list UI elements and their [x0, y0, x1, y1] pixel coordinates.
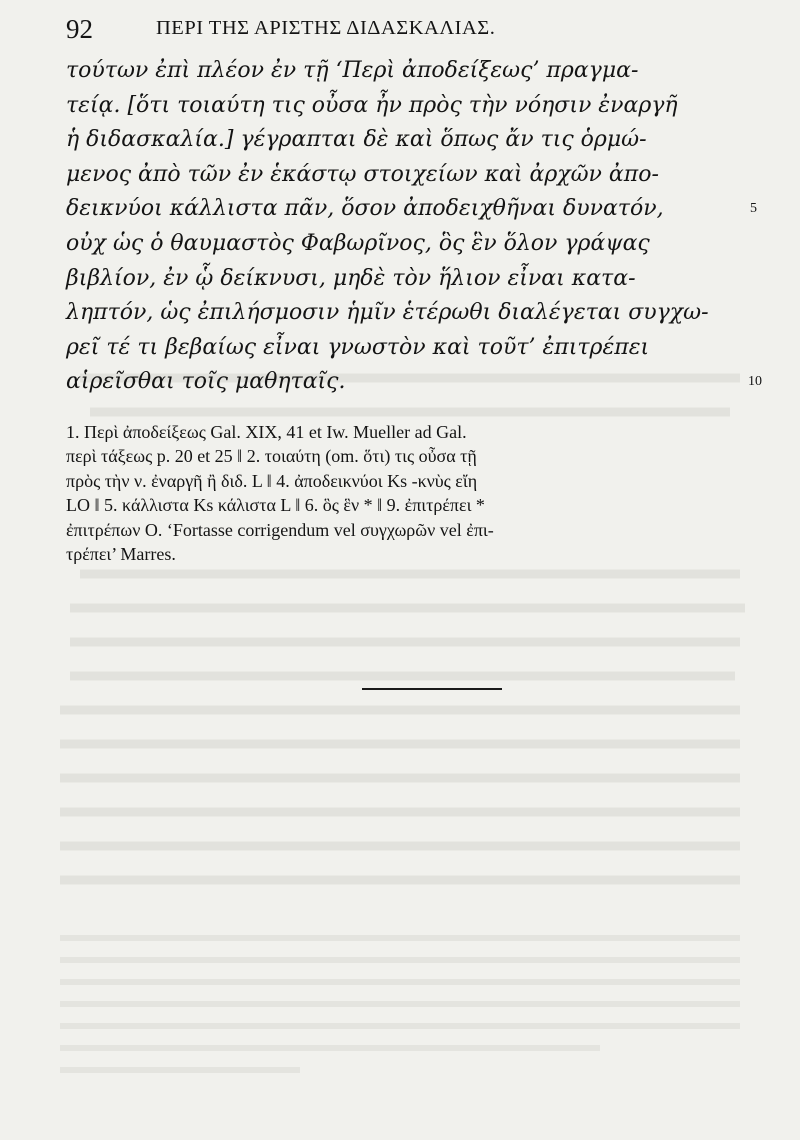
text-line [66, 54, 740, 89]
apparatus-line: ἐπιτρέπων O. ‘Fortasse corrigendum vel συγχωρῶν vel ἐπι- [66, 519, 494, 540]
section-divider-rule [362, 688, 502, 690]
text-line-content: ληπτόν, ὡς ἐπιλήσμοσιν ἡμῖν ἑτέρωθι διαλέγεται συγχω- [66, 300, 709, 326]
apparatus-line: τρέπει’ Marres. [66, 543, 176, 564]
text-line [66, 123, 740, 158]
text-line-content: δεικνύοι κάλλιστα πᾶν, ὅσον ἀποδειχθῆναι δυνατόν, [66, 196, 664, 222]
running-head: ΠΕΡΙ ΤΗΣ ΑΡΙΣΤΗΣ ΔΙΔΑΣΚΑΛΙΑΣ. [156, 17, 496, 39]
text-line-content: ρεῖ τέ τι βεβαίως εἶναι γνωστὸν καὶ τοῦτ’ ἐπιτρέπει [66, 334, 650, 360]
apparatus-line: LO ‖ 5. κάλλιστα Ks κάλιστα L ‖ 6. ὃς ἓν * ‖ 9. ἐπιτρέπει * [66, 495, 485, 516]
text-line [66, 365, 762, 400]
text-line-content: βιβλίον, ἐν ᾧ δείκνυσι, μηδὲ τὸν ἥλιον εἶναι κατα- [66, 265, 636, 291]
page-header [66, 14, 740, 48]
text-line [66, 227, 740, 262]
text-line [66, 262, 740, 297]
text-line [66, 89, 740, 124]
text-line-content: οὐχ ὡς ὁ θαυμαστὸς Φαβωρῖνος, ὃς ἓν ὅλον γράψας [66, 230, 650, 256]
line-number-5: 5 [750, 201, 757, 217]
line-number-10: 10 [748, 374, 762, 390]
apparatus-line: περὶ τάξεως p. 20 et 25 ‖ 2. τοιαύτη (om. ὅτι) τις οὖσα τῇ [66, 446, 477, 467]
text-line [66, 331, 740, 366]
text-line [66, 192, 757, 227]
text-line-content: αἱρεῖσθαι τοῖς μαθηταῖς. [66, 369, 346, 395]
text-line-content: τούτων ἐπὶ πλέον ἐν τῇ ‘Περὶ ἀποδείξεως’ πραγμα- [66, 58, 639, 83]
main-text-block [66, 54, 762, 400]
critical-apparatus [66, 420, 746, 566]
apparatus-line: 1. Περὶ ἀποδείξεως Gal. XIX, 41 et Iw. Mueller ad Gal. [66, 422, 467, 442]
text-line [66, 158, 740, 193]
text-line-content: τείᾳ. [ὅτι τοιαύτη τις οὖσα ἦν πρὸς τὴν νόησιν ἐναργῆ [66, 92, 678, 118]
text-line-content: μενος ἀπὸ τῶν ἐν ἑκάστῳ στοιχείων καὶ ἀρχῶν ἀπο- [66, 161, 659, 187]
text-line [66, 296, 740, 331]
text-line-content: ἡ διδασκαλία.] γέγραπται δὲ καὶ ὅπως ἄν τις ὁρμώ- [66, 127, 647, 153]
apparatus-line: πρὸς τὴν ν. ἐναργῆ ἢ διδ. L ‖ 4. ἀποδεικνύοι Ks -κνὺς εἴη [66, 470, 478, 491]
page-number: 92 [66, 14, 93, 44]
